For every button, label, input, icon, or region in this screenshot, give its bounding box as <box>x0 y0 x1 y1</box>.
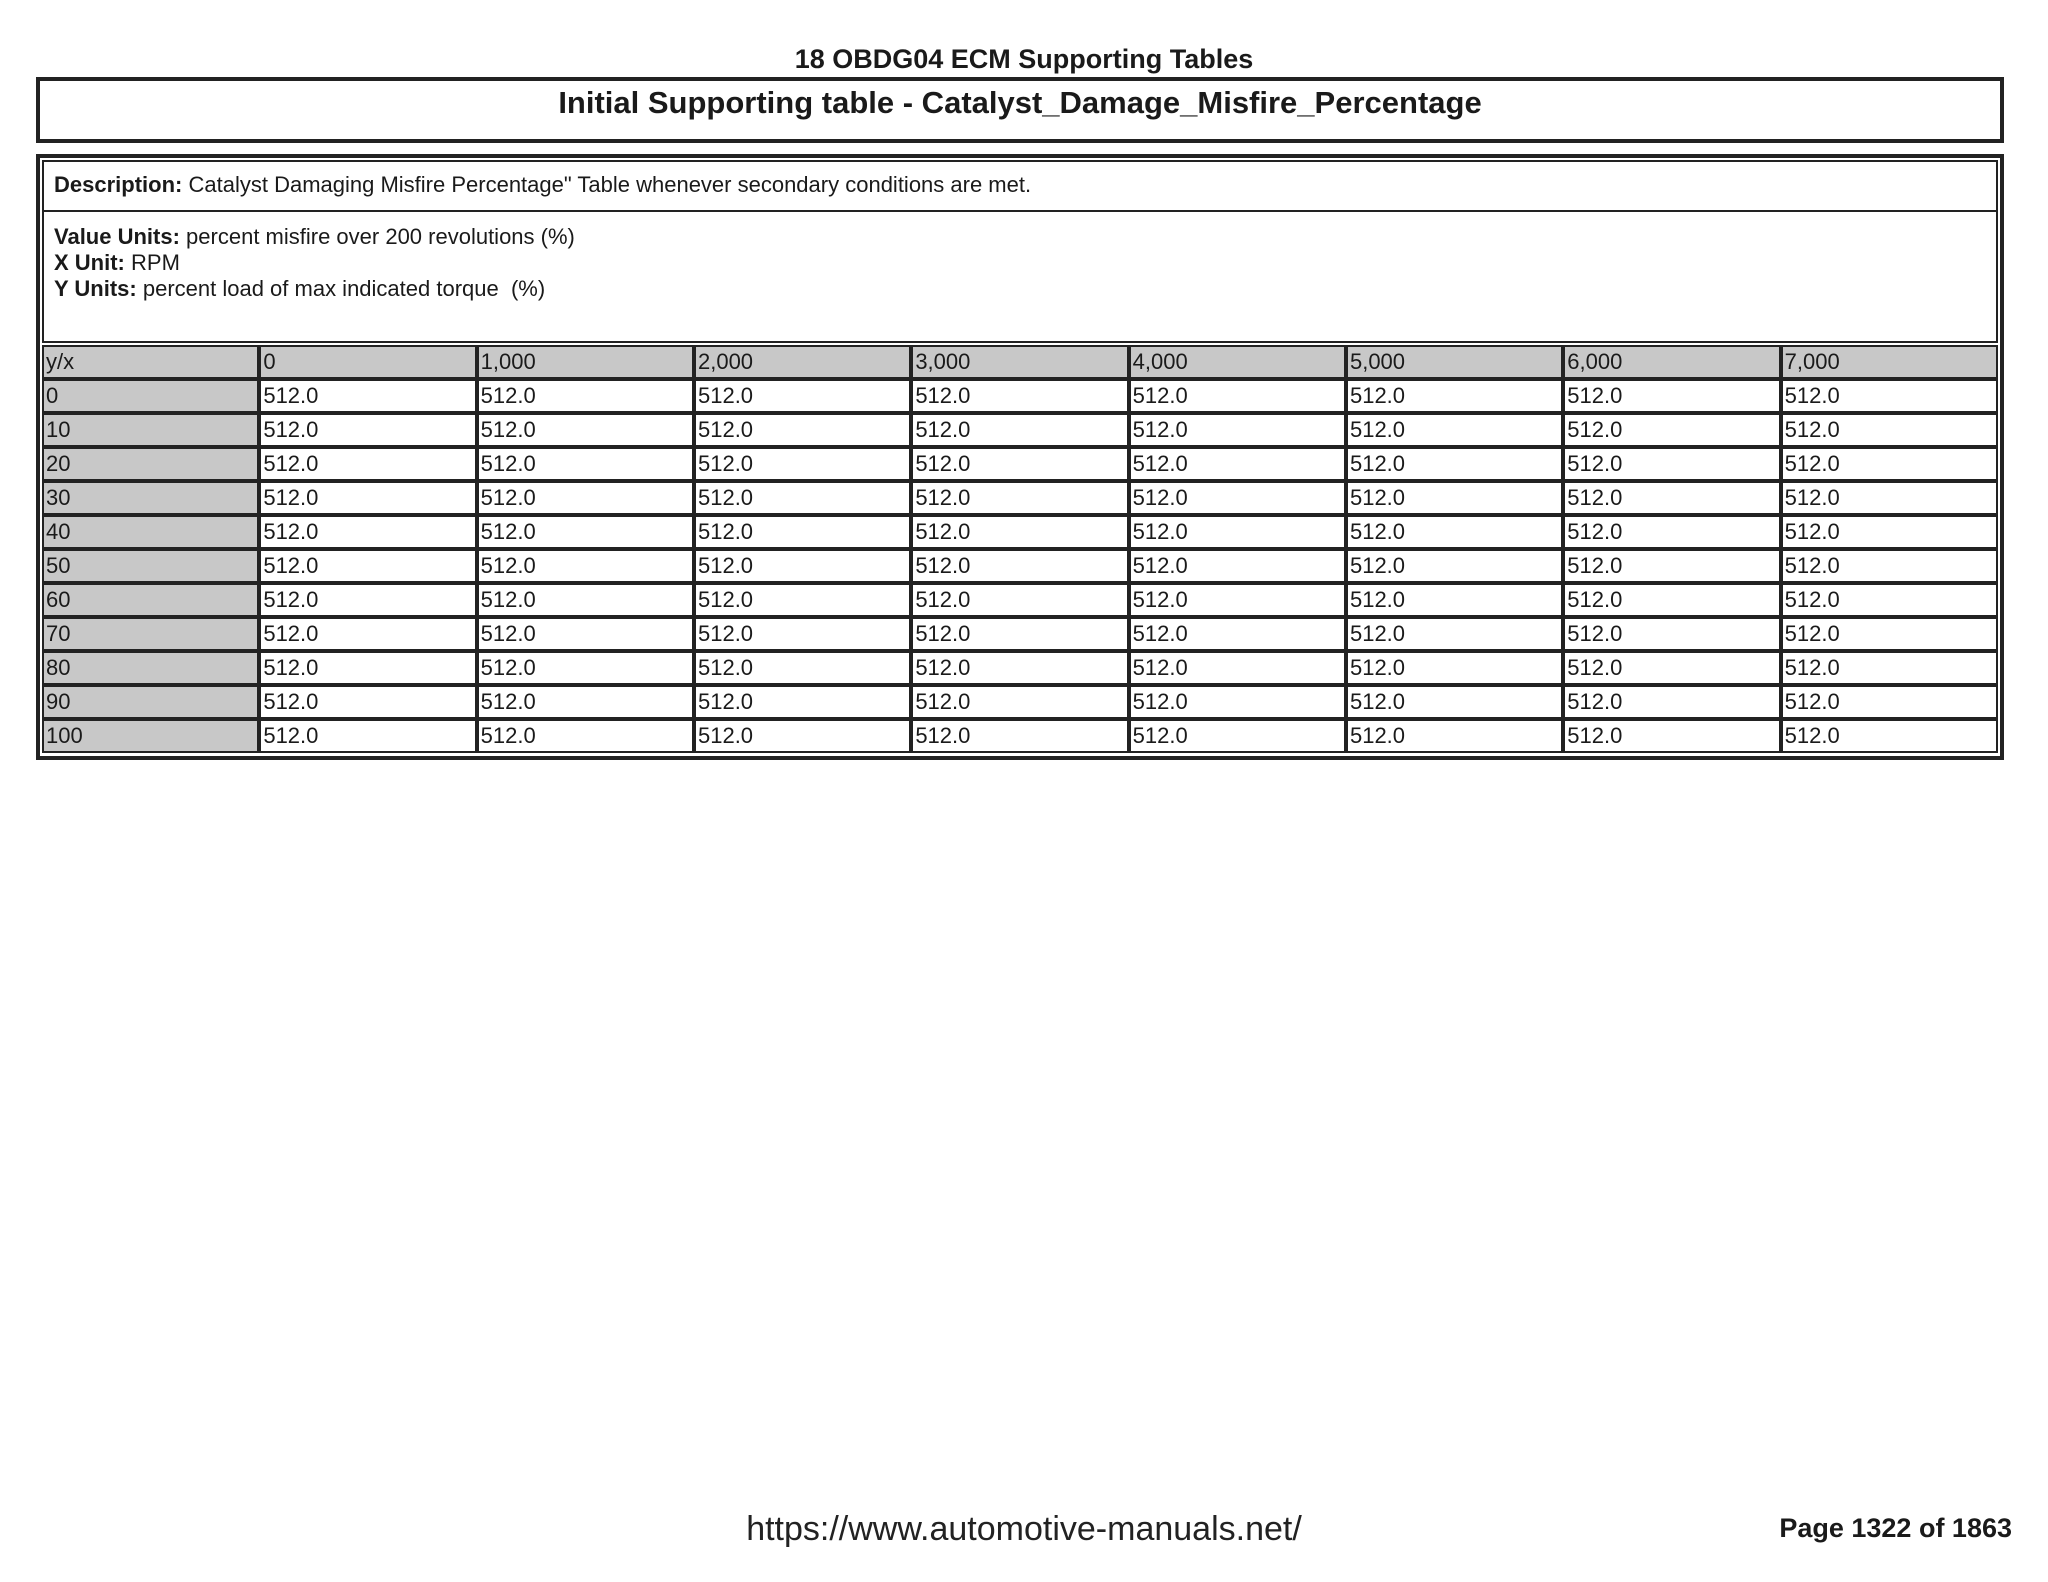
column-header: 3,000 <box>911 345 1128 379</box>
row-header: 90 <box>42 685 259 719</box>
table-cell: 512.0 <box>1563 651 1780 685</box>
table-cell: 512.0 <box>1129 583 1346 617</box>
x-unit-text: RPM <box>131 250 180 275</box>
table-row <box>42 413 1998 447</box>
table-cell: 512.0 <box>1563 447 1780 481</box>
table-cell: 512.0 <box>1346 515 1563 549</box>
table-cell: 512.0 <box>1781 413 1998 447</box>
table-cell: 512.0 <box>694 583 911 617</box>
table-cell: 512.0 <box>694 447 911 481</box>
units-block <box>42 212 1998 343</box>
table-title-box <box>36 77 2004 143</box>
table-cell: 512.0 <box>1563 685 1780 719</box>
table-cell: 512.0 <box>911 447 1128 481</box>
table-cell: 512.0 <box>1563 515 1780 549</box>
table-cell: 512.0 <box>1346 447 1563 481</box>
row-header: 60 <box>42 583 259 617</box>
table-cell: 512.0 <box>1781 685 1998 719</box>
table-cell: 512.0 <box>1563 379 1780 413</box>
table-cell: 512.0 <box>1563 413 1780 447</box>
table-cell: 512.0 <box>1781 481 1998 515</box>
y-units-label: Y Units: <box>54 276 137 301</box>
table-cell: 512.0 <box>1129 515 1346 549</box>
table-cell: 512.0 <box>477 379 694 413</box>
document-header: 18 OBDG04 ECM Supporting Tables <box>794 44 1254 74</box>
table-row <box>42 481 1998 515</box>
column-header: 5,000 <box>1346 345 1563 379</box>
y-units-text: percent load of max indicated torque (%) <box>142 276 546 301</box>
table-cell: 512.0 <box>694 481 911 515</box>
row-header: 0 <box>42 379 259 413</box>
table-row <box>42 617 1998 651</box>
table-cell: 512.0 <box>911 651 1128 685</box>
page-number: Page 1322 of 1863 <box>1779 1513 2012 1543</box>
column-header: 4,000 <box>1129 345 1346 379</box>
table-cell: 512.0 <box>694 413 911 447</box>
table-cell: 512.0 <box>259 481 476 515</box>
value-units-text: percent misfire over 200 revolutions (%) <box>186 224 575 249</box>
column-header: 6,000 <box>1563 345 1780 379</box>
table-cell: 512.0 <box>1781 549 1998 583</box>
table-cell: 512.0 <box>911 583 1128 617</box>
table-cell: 512.0 <box>1346 413 1563 447</box>
table-cell: 512.0 <box>259 583 476 617</box>
table-cell: 512.0 <box>1781 719 1998 753</box>
table-header-row <box>42 345 1998 379</box>
table-cell: 512.0 <box>477 549 694 583</box>
table-cell: 512.0 <box>694 379 911 413</box>
table-cell: 512.0 <box>259 413 476 447</box>
table-cell: 512.0 <box>694 617 911 651</box>
table-row <box>42 379 1998 413</box>
table-cell: 512.0 <box>911 719 1128 753</box>
table-cell: 512.0 <box>1129 447 1346 481</box>
table-cell: 512.0 <box>1129 651 1346 685</box>
table-cell: 512.0 <box>694 651 911 685</box>
table-cell: 512.0 <box>1129 617 1346 651</box>
x-unit-label: X Unit: <box>54 250 125 275</box>
table-row <box>42 583 1998 617</box>
table-cell: 512.0 <box>1346 651 1563 685</box>
table-cell: 512.0 <box>1781 515 1998 549</box>
table-cell: 512.0 <box>1346 583 1563 617</box>
table-cell: 512.0 <box>477 515 694 549</box>
table-row <box>42 549 1998 583</box>
table-cell: 512.0 <box>1563 481 1780 515</box>
table-cell: 512.0 <box>477 617 694 651</box>
table-cell: 512.0 <box>1563 719 1780 753</box>
corner-cell: y/x <box>42 345 259 379</box>
table-cell: 512.0 <box>1346 379 1563 413</box>
table-row <box>42 447 1998 481</box>
misfire-data-table <box>42 345 1998 753</box>
table-cell: 512.0 <box>477 719 694 753</box>
table-cell: 512.0 <box>911 515 1128 549</box>
table-cell: 512.0 <box>1781 583 1998 617</box>
row-header: 20 <box>42 447 259 481</box>
supporting-table-panel <box>36 154 2004 760</box>
table-cell: 512.0 <box>259 447 476 481</box>
table-cell: 512.0 <box>694 719 911 753</box>
table-row <box>42 685 1998 719</box>
table-cell: 512.0 <box>1129 685 1346 719</box>
table-title: Initial Supporting table - Catalyst_Damage_Misfire_Percentage <box>558 85 1482 120</box>
row-header: 50 <box>42 549 259 583</box>
table-cell: 512.0 <box>1129 379 1346 413</box>
table-cell: 512.0 <box>259 515 476 549</box>
value-units-line <box>54 224 1986 250</box>
table-cell: 512.0 <box>1563 583 1780 617</box>
table-cell: 512.0 <box>911 685 1128 719</box>
table-cell: 512.0 <box>1346 685 1563 719</box>
table-cell: 512.0 <box>259 651 476 685</box>
column-header: 7,000 <box>1781 345 1998 379</box>
table-cell: 512.0 <box>1346 549 1563 583</box>
table-cell: 512.0 <box>259 685 476 719</box>
table-row <box>42 651 1998 685</box>
table-cell: 512.0 <box>911 413 1128 447</box>
table-cell: 512.0 <box>1129 481 1346 515</box>
table-cell: 512.0 <box>259 617 476 651</box>
table-row <box>42 515 1998 549</box>
table-cell: 512.0 <box>1781 617 1998 651</box>
x-unit-line <box>54 250 1986 276</box>
table-cell: 512.0 <box>477 651 694 685</box>
row-header: 70 <box>42 617 259 651</box>
table-cell: 512.0 <box>477 447 694 481</box>
row-header: 80 <box>42 651 259 685</box>
table-cell: 512.0 <box>1129 549 1346 583</box>
table-row <box>42 719 1998 753</box>
table-cell: 512.0 <box>477 685 694 719</box>
table-cell: 512.0 <box>259 719 476 753</box>
description-label: Description: <box>54 172 183 197</box>
column-header: 1,000 <box>477 345 694 379</box>
table-cell: 512.0 <box>1129 413 1346 447</box>
table-cell: 512.0 <box>259 549 476 583</box>
table-cell: 512.0 <box>1563 617 1780 651</box>
description-text: Catalyst Damaging Misfire Percentage" Table whenever secondary conditions are met. <box>188 172 1032 197</box>
row-header: 30 <box>42 481 259 515</box>
row-header: 40 <box>42 515 259 549</box>
table-cell: 512.0 <box>1346 719 1563 753</box>
column-header: 2,000 <box>694 345 911 379</box>
row-header: 100 <box>42 719 259 753</box>
table-cell: 512.0 <box>694 515 911 549</box>
table-cell: 512.0 <box>1781 447 1998 481</box>
table-cell: 512.0 <box>1781 379 1998 413</box>
table-cell: 512.0 <box>477 481 694 515</box>
table-cell: 512.0 <box>477 583 694 617</box>
row-header: 10 <box>42 413 259 447</box>
table-cell: 512.0 <box>911 549 1128 583</box>
table-cell: 512.0 <box>1346 617 1563 651</box>
table-cell: 512.0 <box>911 379 1128 413</box>
table-cell: 512.0 <box>694 549 911 583</box>
table-cell: 512.0 <box>1129 719 1346 753</box>
table-cell: 512.0 <box>1346 481 1563 515</box>
table-cell: 512.0 <box>911 481 1128 515</box>
table-cell: 512.0 <box>259 379 476 413</box>
y-units-line <box>54 276 1986 302</box>
footer-url: https://www.automotive-manuals.net/ <box>746 1510 1302 1548</box>
table-cell: 512.0 <box>477 413 694 447</box>
table-cell: 512.0 <box>911 617 1128 651</box>
description-row <box>42 160 1998 212</box>
table-cell: 512.0 <box>1563 549 1780 583</box>
table-cell: 512.0 <box>694 685 911 719</box>
column-header: 0 <box>259 345 476 379</box>
table-cell: 512.0 <box>1781 651 1998 685</box>
value-units-label: Value Units: <box>54 224 180 249</box>
